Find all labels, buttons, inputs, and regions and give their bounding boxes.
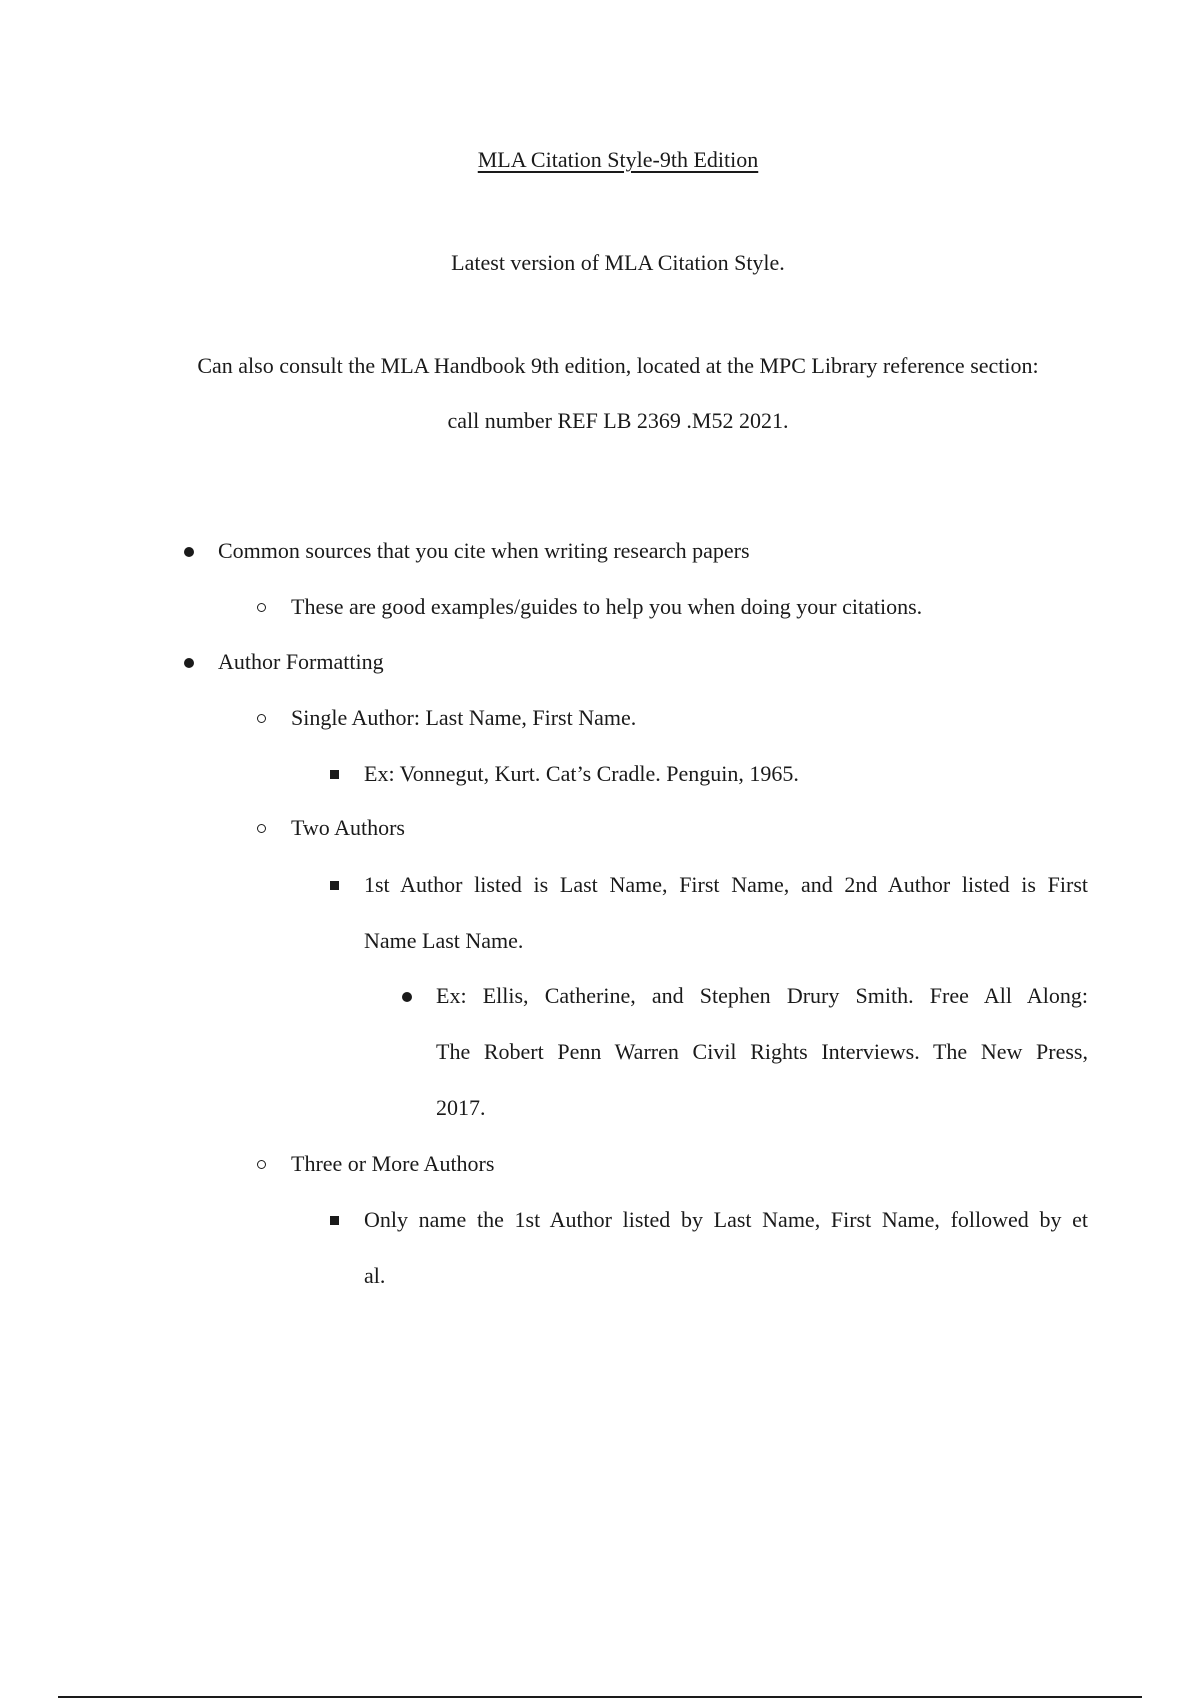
list-item-single-author-example: Ex: Vonnegut, Kurt. Cat’s Cradle. Penguin, 1965. — [364, 761, 799, 786]
circle-bullet-icon — [257, 1160, 266, 1169]
square-bullet-icon — [330, 1216, 339, 1225]
list-item-single-author: Single Author: Last Name, First Name. — [291, 705, 637, 730]
list-item-two-authors: Two Authors — [291, 815, 405, 840]
list-item-two-authors-rule-line-2: Name Last Name. — [364, 928, 524, 953]
list-item-two-authors-example-line-2: The Robert Penn Warren Civil Rights Interviews. The New Press, — [436, 1039, 1088, 1064]
list-item-author-formatting: Author Formatting — [218, 649, 384, 674]
list-item-two-authors-example-line-3: 2017. — [436, 1095, 486, 1120]
list-item-three-authors-rule-line-1: Only name the 1st Author listed by Last Name, First Name, followed by et — [364, 1207, 1088, 1232]
list-item-good-examples: These are good examples/guides to help you when doing your citations. — [291, 594, 923, 619]
disc-bullet-icon — [402, 992, 412, 1002]
circle-bullet-icon — [257, 603, 266, 612]
circle-bullet-icon — [257, 714, 266, 723]
list-item-common-sources: Common sources that you cite when writing research papers — [218, 538, 750, 563]
circle-bullet-icon — [257, 824, 266, 833]
list-item-three-authors: Three or More Authors — [291, 1151, 495, 1176]
subtitle: Latest version of MLA Citation Style. — [451, 250, 785, 275]
document-title: MLA Citation Style-9th Edition — [477, 147, 759, 172]
consult-line-1: Can also consult the MLA Handbook 9th edition, located at the MPC Library reference section: — [197, 353, 1039, 378]
list-item-two-authors-example-line-1: Ex: Ellis, Catherine, and Stephen Drury Smith. Free All Along: — [436, 983, 1088, 1008]
list-item-two-authors-rule-line-1: 1st Author listed is Last Name, First Name, and 2nd Author listed is First — [364, 872, 1088, 897]
list-item-three-authors-rule-line-2: al. — [364, 1263, 386, 1288]
square-bullet-icon — [330, 770, 339, 779]
disc-bullet-icon — [184, 658, 194, 668]
footer-divider — [58, 1696, 1142, 1698]
disc-bullet-icon — [184, 547, 194, 557]
square-bullet-icon — [330, 881, 339, 890]
consult-line-2: call number REF LB 2369 .M52 2021. — [447, 408, 789, 433]
